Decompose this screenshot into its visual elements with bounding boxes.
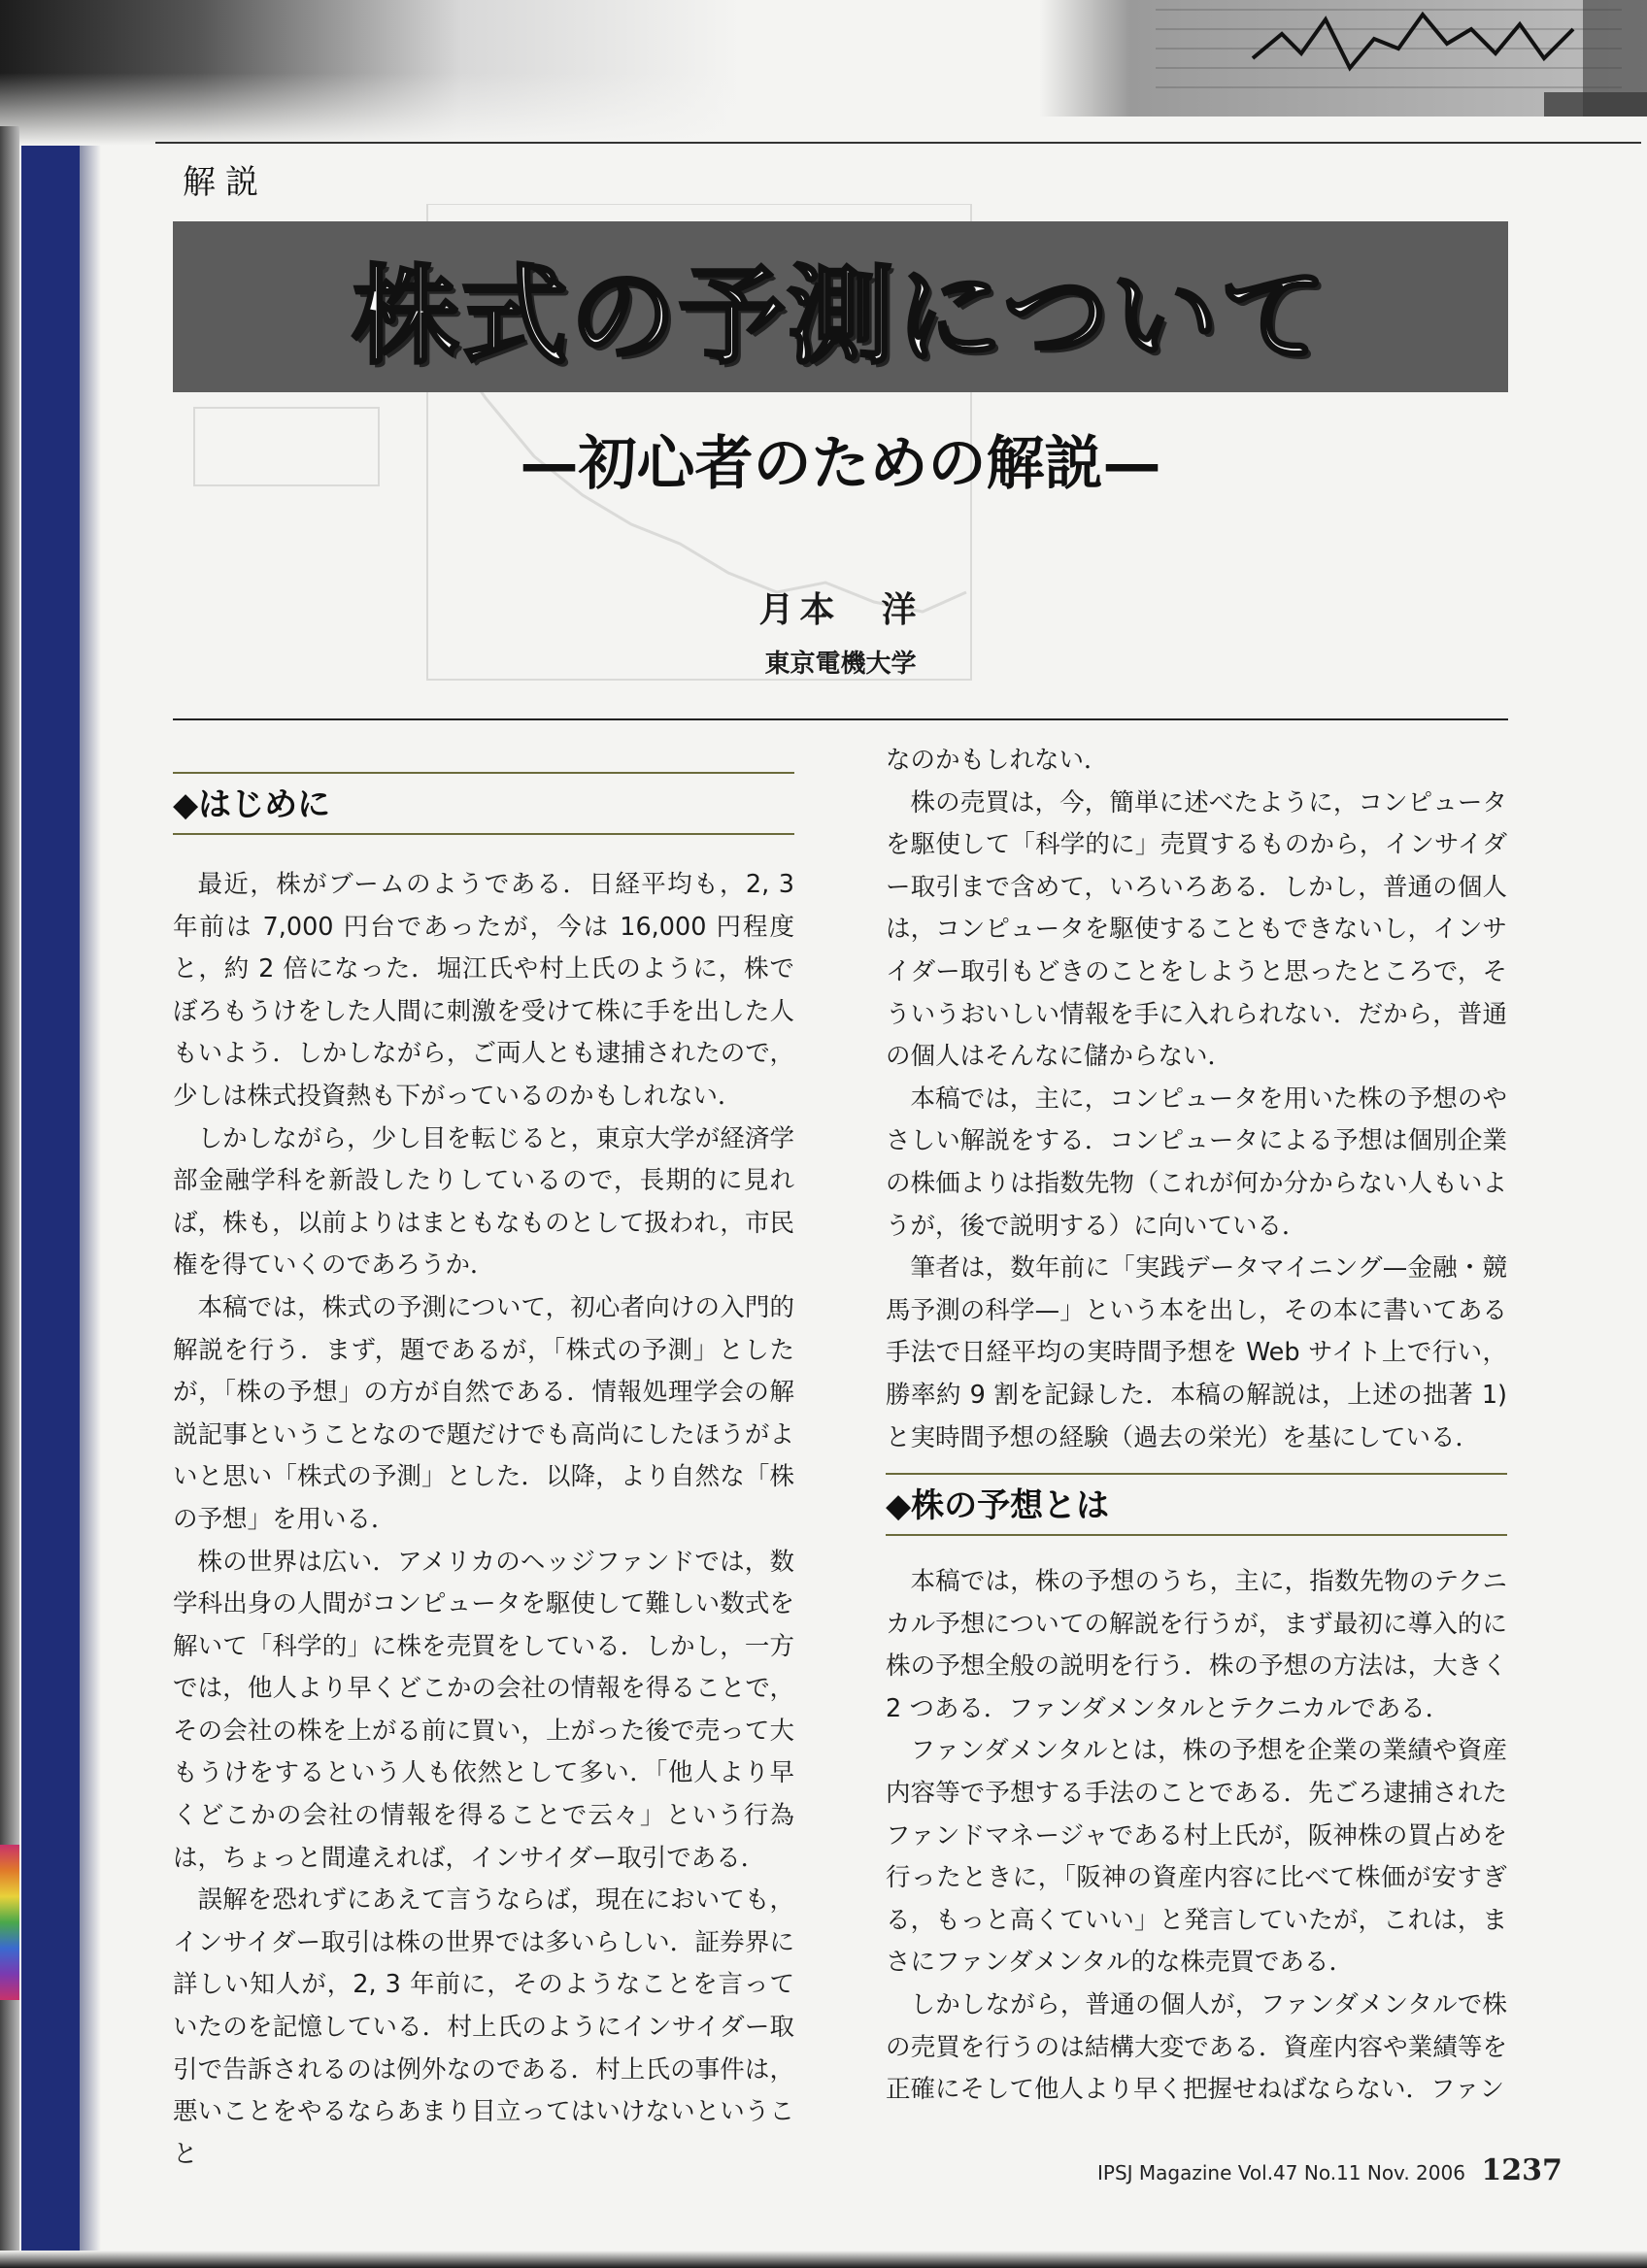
magazine-info: IPSJ Magazine Vol.47 No.11 Nov. 2006 (1097, 2161, 1465, 2185)
paragraph: なのかもしれない． (886, 746, 1109, 775)
section-heading-text: ◆はじめに (173, 785, 331, 824)
category-label: 解説 (183, 163, 268, 202)
paragraph: 最近，株がブームのようである．日経平均も，2, 3 年前は 7,000 円台であったが，今は 16,000 円程度と，約 2 倍になった．堀江氏や村上氏のように，株でぼろもうけをした人間に刺激を受けて株に手を出した人もいよう．しかしながら，ご両人とも逮捕されたので，少しは株式投資熱も下がっているのかもしれない． (173, 870, 794, 1111)
decorative-stock-chart (1039, 0, 1647, 146)
paragraph: 本稿では，株の予想のうち，主に，指数先物のテクニカル予想についての解説を行うが，まず最初に導入的に株の予想全般の説明を行う．株の予想の方法は，大きく 2 つある．ファンダメンタルとテクニカルである． (886, 1567, 1507, 1723)
author-name: 月本 洋 (758, 590, 923, 630)
section-heading-intro (173, 772, 794, 835)
paragraph: 本稿では，株式の予測について，初心者向けの入門的解説を行う．まず，題であるが，「株式の予測」としたが，「株の予想」の方が自然である．情報処理学会の解説記事ということなので題だけでも高尚にしたほうがよいと思い「株式の予測」とした．以降，より自然な「株の予想」を用いる． (173, 1292, 794, 1534)
paragraph: 株の売買は，今，簡単に述べたように，コンピュータを駆使して「科学的に」売買するものから，インサイダー取引まで含めて，いろいろある．しかし，普通の個人は，コンピュータを駆使することもできないし，インサイダー取引もどきのことをしようと思ったところで，そういうおいしい情報を手に入れられない．だから，普通の個人はそんなに儲からない． (886, 787, 1507, 1072)
paragraph: 本稿では，主に，コンピュータを用いた株の予想のやさしい解説をする．コンピュータによる予想は個別企業の株価よりは指数先物（これが何か分からない人もいようが，後で説明する）に向いている． (886, 1084, 1507, 1241)
section-heading-text: ◆株の予想とは (886, 1486, 1110, 1526)
color-calibration-strip (0, 1845, 19, 2000)
paragraph: 筆者は，数年前に「実践データマイニング—金融・競馬予測の科学—」という本を出し，その本に書いてある手法で日経平均の実時間予想を Web サイト上で行い，勝率約 9 割を記録した．本稿の解説は，上述の拙著 1) と実時間予想の経験（過去の栄光）を基にしている． (886, 1253, 1507, 1452)
article-title: 株式の予測について (352, 254, 1329, 379)
left-column (173, 718, 794, 2176)
spine-bar (21, 146, 80, 2268)
paragraph: しかしながら，普通の個人が，ファンダメンタルで株の売買を行うのは結構大変である．資産内容や業績等を正確にそして他人より早く把握せねばならない．ファン (886, 1990, 1507, 2105)
paragraph: 誤解を恐れずにあえて言うならば，現在においても，インサイダー取引は株の世界では多いらしい．証券界に詳しい知人が，2, 3 年前に，そのようなことを言っていたのを記憶している．村上氏のようにインサイダー取引で告訴されるのは例外なのである．村上氏の事件は，悪いことをやるならあまり目立ってはいけないということ (173, 1885, 794, 2169)
author-affiliation: 東京電機大学 (764, 650, 917, 679)
paragraph: しかしながら，少し目を転じると，東京大学が経済学部金融学科を新設したりしているので，長期的に見れば，株も，以前よりはまともなものとして扱われ，市民権を得ていくのであろうか． (173, 1123, 794, 1281)
paragraph: ファンダメンタルとは，株の予想を企業の業績や資産内容等で予想する手法のことである．先ごろ逮捕されたファンドマネージャである村上氏が，阪神株の買占めを行ったときに，「阪神の資産内容に比べて株価が安すぎる，もっと高くていい」と発言していたが，これは，まさにファンダメンタル的な株売買である． (886, 1736, 1507, 1978)
page-footer (1097, 2153, 1563, 2187)
article-subtitle: —初心者のための解説— (520, 430, 1161, 498)
right-column (886, 718, 1507, 2112)
paragraph: 株の世界は広い．アメリカのヘッジファンドでは，数学科出身の人間がコンピュータを駆使して難しい数式を解いて「科学的」に株を売買をしている．しかし，一方では，他人より早くどこかの会社の情報を得ることで，その会社の株を上がる前に買い，上がった後で売って大もうけをするという人も依然として多い．「他人より早くどこかの会社の情報を得ることで云々」という行為は，ちょっと間違えれば，インサイダー取引である． (173, 1547, 794, 1873)
section-heading-prediction (886, 1473, 1507, 1536)
bottom-edge (0, 2251, 1647, 2268)
page-number: 1237 (1481, 2153, 1563, 2187)
top-rule (155, 142, 1641, 144)
